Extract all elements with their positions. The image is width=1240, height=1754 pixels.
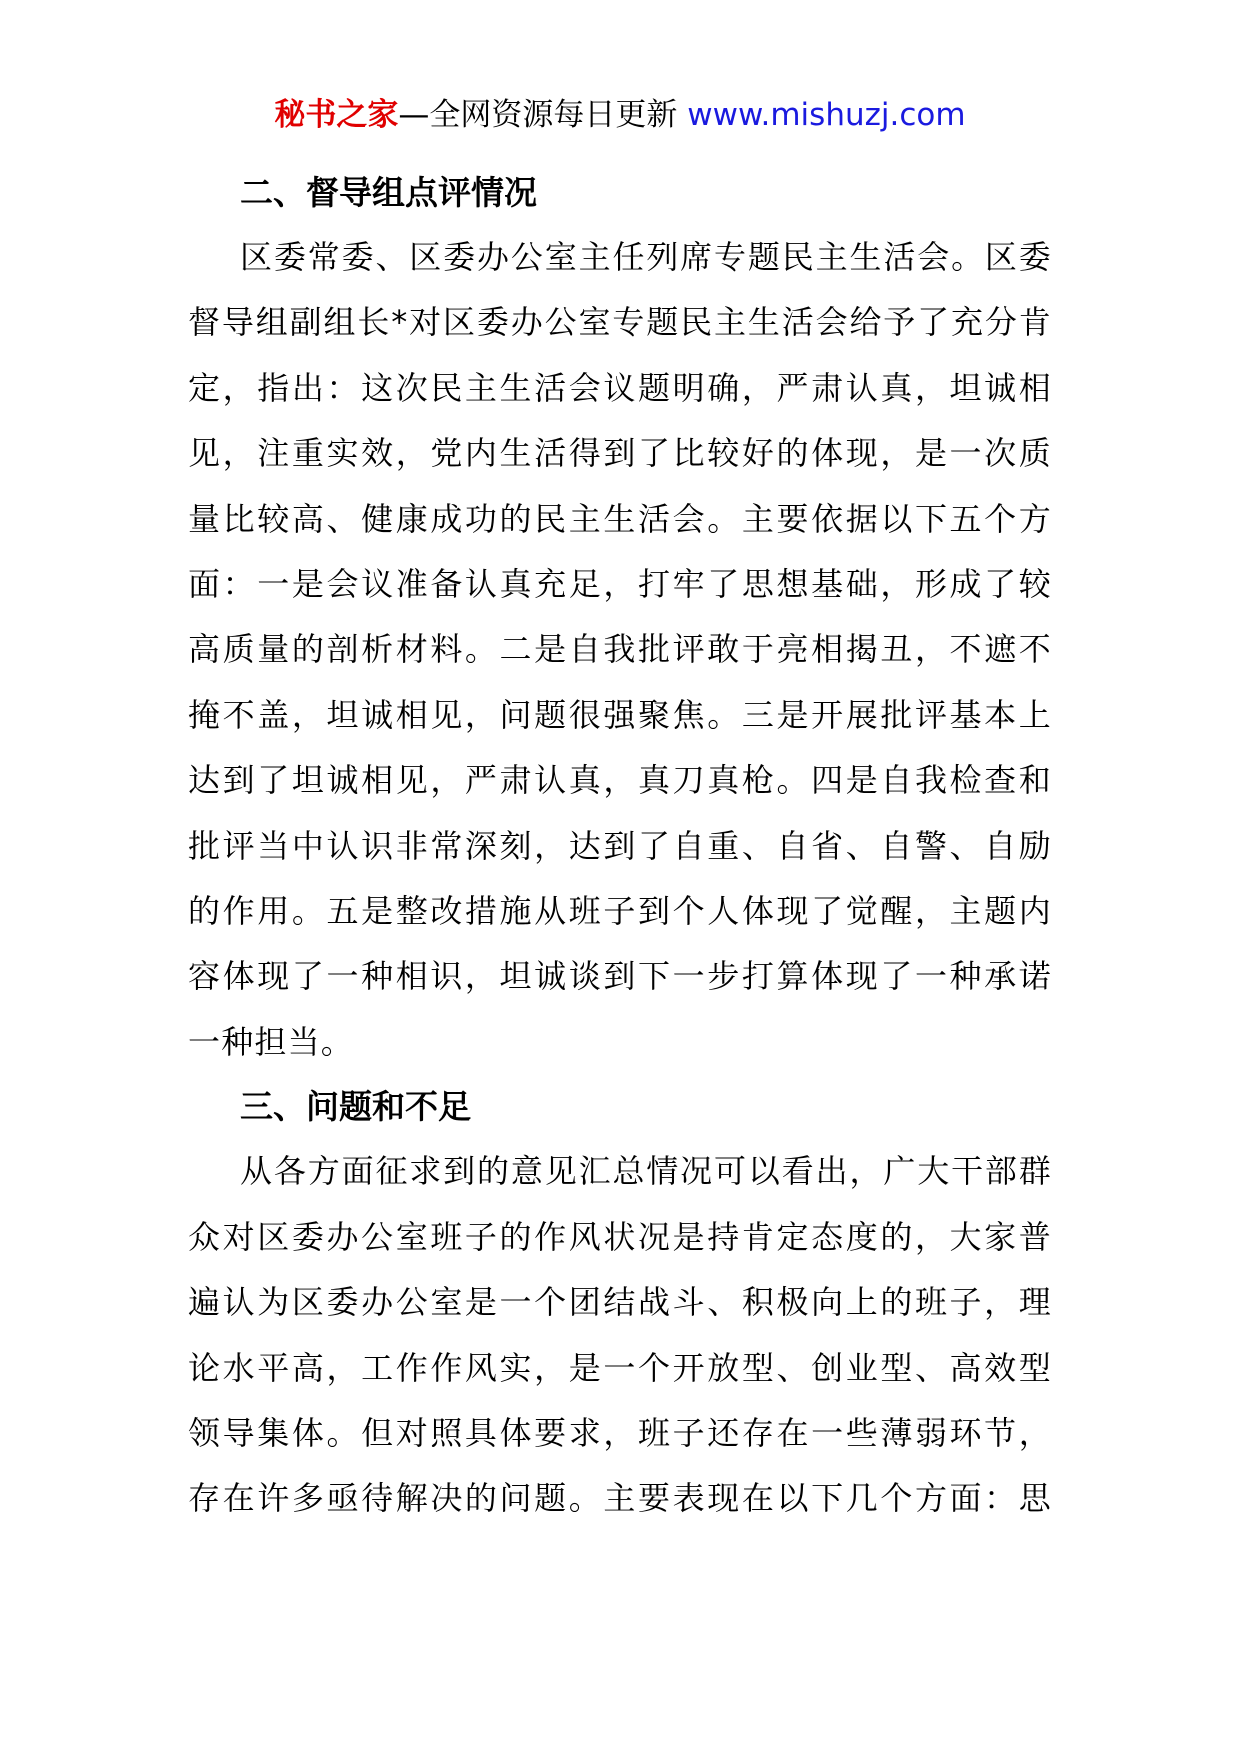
paragraph-line: 区委常委、区委办公室主任列席专题民主生活会。区委 [240, 238, 1052, 276]
document-body [188, 161, 1052, 1532]
section-3-paragraph [188, 1139, 1052, 1531]
paragraph-line: 领导集体。但对照具体要求，班子还存在一些薄弱环节， [188, 1413, 1052, 1452]
site-url[interactable]: www.mishuzj.com [687, 97, 966, 133]
section-2-paragraph [188, 225, 1052, 1075]
paragraph-line: 批评当中认识非常深刻，达到了自重、自省、自警、自励 [188, 826, 1052, 865]
paragraph-line: 一种担当。 [188, 1022, 355, 1061]
paragraph-line: 面：一是会议准备认真充足，打牢了思想基础，形成了较 [188, 565, 1052, 604]
paragraph-line: 见，注重实效，党内生活得到了比较好的体现，是一次质 [188, 434, 1052, 473]
paragraph-line: 众对区委办公室班子的作风状况是持肯定态度的，大家普 [188, 1217, 1052, 1256]
paragraph-line: 掩不盖，坦诚相见，问题很强聚焦。三是开展批评基本上 [188, 695, 1052, 734]
paragraph-line: 达到了坦诚相见，严肃认真，真刀真枪。四是自我检查和 [188, 761, 1052, 800]
paragraph-line: 高质量的剖析材料。二是自我批评敢于亮相揭丑，不遮不 [188, 630, 1052, 669]
site-header [0, 95, 1240, 135]
paragraph-line: 从各方面征求到的意见汇总情况可以看出，广大干部群 [240, 1152, 1052, 1191]
paragraph-line: 存在许多亟待解决的问题。主要表现在以下几个方面：思 [188, 1479, 1052, 1518]
section-heading-3: 三、问题和不足 [240, 1087, 471, 1127]
paragraph-line: 容体现了一种相识，坦诚谈到下一步打算体现了一种承诺 [188, 957, 1052, 996]
paragraph-line: 论水平高，工作作风实，是一个开放型、创业型、高效型 [188, 1348, 1052, 1387]
site-tagline: —全网资源每日更新 [398, 97, 688, 133]
site-brand: 秘书之家 [274, 97, 399, 133]
section-heading-2: 二、督导组点评情况 [240, 173, 537, 212]
paragraph-line: 督导组副组长*对区委办公室专题民主生活会给予了充分肯 [188, 303, 1052, 342]
paragraph-line: 量比较高、健康成功的民主生活会。主要依据以下五个方 [188, 499, 1052, 538]
paragraph-line: 的作用。五是整改措施从班子到个人体现了觉醒，主题内 [188, 892, 1052, 931]
paragraph-line: 遍认为区委办公室是一个团结战斗、积极向上的班子，理 [188, 1283, 1052, 1322]
paragraph-line: 定，指出：这次民主生活会议题明确，严肃认真，坦诚相 [188, 368, 1052, 407]
